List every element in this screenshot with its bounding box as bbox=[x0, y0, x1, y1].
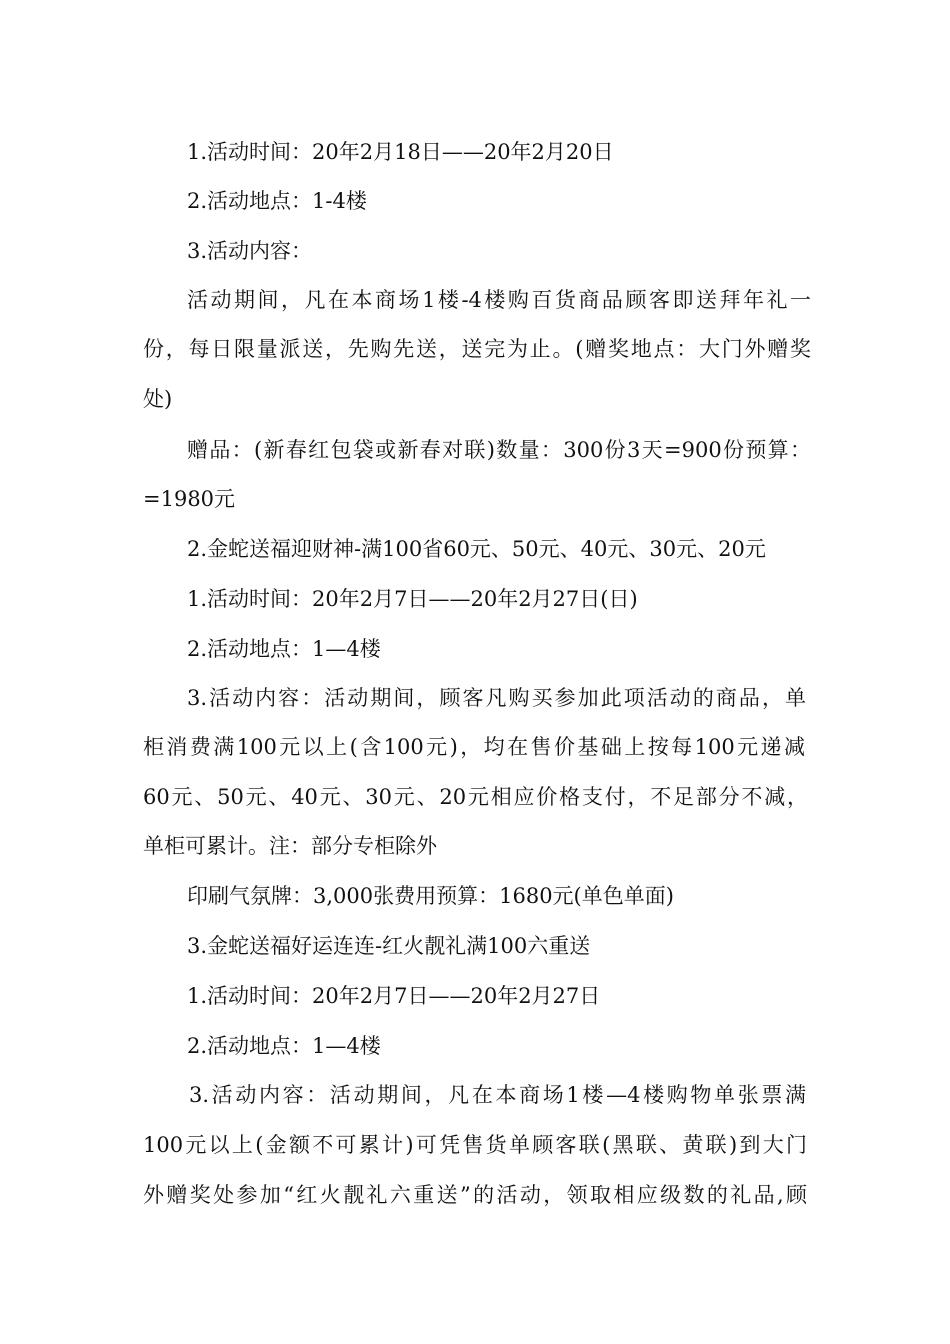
text-line: 3.活动内容：活动期间，凡在本商场1楼—4楼购物单张票满 bbox=[189, 1083, 806, 1107]
text-line: 2.活动地点：1-4楼 bbox=[187, 189, 367, 213]
text-line: 1.活动时间：20年2月18日——20年2月20日 bbox=[187, 140, 614, 164]
text-line: 柜消费满100元以上(含100元)，均在售价基础上按每100元递减 bbox=[143, 735, 805, 759]
text-line: 单柜可累计。注：部分专柜除外 bbox=[143, 834, 437, 858]
text-line: 处) bbox=[143, 387, 173, 411]
text-line: 3.活动内容：活动期间，顾客凡购买参加此项活动的商品，单 bbox=[187, 686, 806, 710]
text-line: 2.活动地点：1—4楼 bbox=[187, 637, 381, 661]
text-line: 赠品：(新春红包袋或新春对联)数量：300份3天=900份预算： bbox=[187, 438, 811, 462]
text-line: 100元以上(金额不可累计)可凭售货单顾客联(黑联、黄联)到大门 bbox=[143, 1133, 807, 1157]
text-line: 外赠奖处参加“红火靓礼六重送”的活动，领取相应级数的礼品,顾 bbox=[143, 1183, 807, 1207]
text-line: 印刷气氛牌：3,000张费用预算：1680元(单色单面) bbox=[187, 884, 674, 908]
text-line: =1980元 bbox=[143, 487, 236, 511]
text-line: 2.金蛇送福迎财神-满100省60元、50元、40元、30元、20元 bbox=[187, 537, 766, 561]
text-line: 3.活动内容： bbox=[187, 239, 313, 263]
text-line: 份，每日限量派送，先购先送，送完为止。(赠奖地点：大门外赠奖 bbox=[143, 337, 811, 361]
text-line: 1.活动时间：20年2月7日——20年2月27日 bbox=[187, 984, 601, 1008]
text-line: 3.金蛇送福好运连连-红火靓礼满100六重送 bbox=[187, 934, 591, 958]
text-line: 60元、50元、40元、30元、20元相应价格支付，不足部分不减， bbox=[143, 785, 808, 809]
text-line: 活动期间，凡在本商场1楼-4楼购百货商品顾客即送拜年礼一 bbox=[187, 288, 811, 312]
text-line: 2.活动地点：1—4楼 bbox=[187, 1034, 381, 1058]
text-line: 1.活动时间：20年2月7日——20年2月27日(日) bbox=[187, 587, 638, 611]
